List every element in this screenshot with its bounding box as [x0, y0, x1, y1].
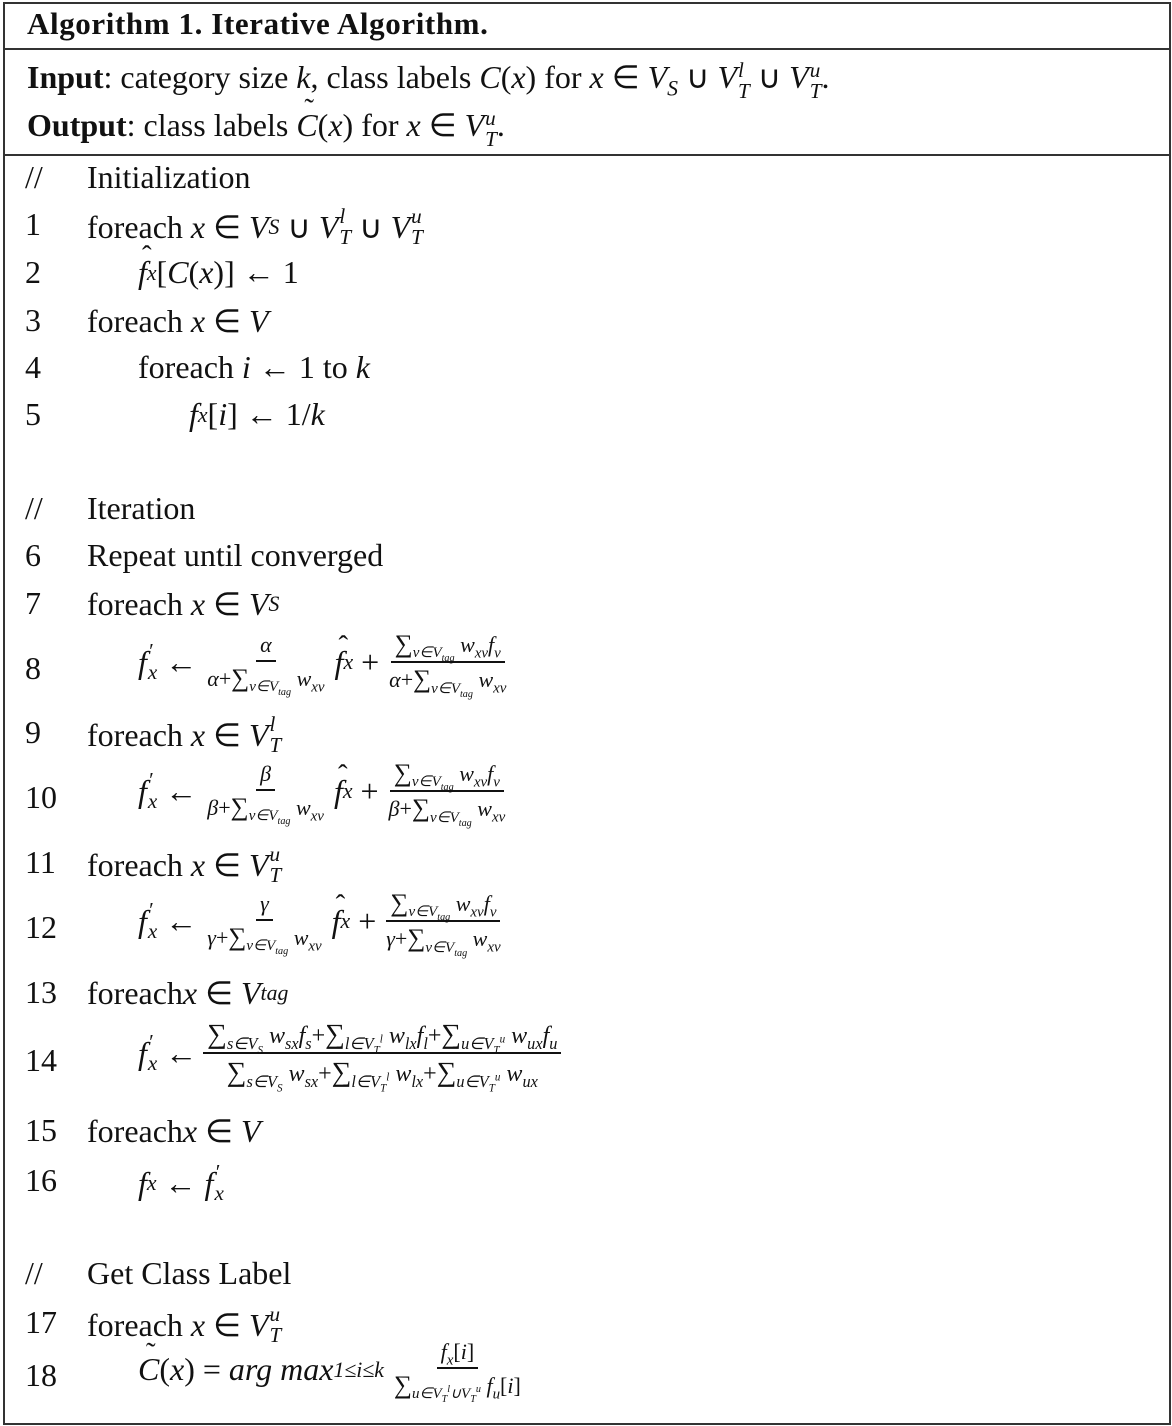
algorithm-box	[3, 2, 1171, 1425]
output-prefix: : class labels	[126, 107, 297, 143]
input-label: Input	[27, 59, 104, 95]
algorithm-body: // Initialization 1 foreach x ∈ V S ∪ V l T ∪ V u T 2 ˆ f x [ C ( x )] ← 1 3 foreach x ∈ V 4 foreach i ← 1 to k 5 f x [ i ] ← 1/ k // Iteration 6 Repeat until converged 7 foreach x ∈ V S 8 f ′ x ← $\frac{\alpha}{\alpha+\sum_{v\in V_{tag}} w_{xv}}$ ˆ f x + $\frac{\sum_{v\in V_{tag}} w_{xv}f_v}{\alpha+\sum_{v\in V_{tag}} w_{xv}}$ 9 foreach x ∈ V l T 10 f ′ x ← $\frac{\beta}{\beta+\sum_{v\in V_{tag}} w_{xv}}$ ˆ f x + $\frac{\sum_{v\in V_{tag}} w_{xv}f_v}{\beta+\sum_{v\in V_{tag}} w_{xv}}$ 11 foreach x ∈ V u T 12 f ′ x ← $\frac{\gamma}{\gamma+\sum_{v\in V_{tag}} w_{xv}}$ ˆ f x + $\frac{\sum_{v\in V_{tag}} w_{xv}f_v}{\gamma+\sum_{v\in V_{tag}} w_{xv}}$ 13 foreach x ∈ V tag 14 f ′ x ← $\frac{\sum_{s\in V_S} w_{sx}f_s+\sum_{l\in V_T^l} w_{lx}f_l+\sum_{u\in V_T^u} w_{ux}f_u}{\sum_{s\in V_S} w_{sx}+\sum_{l\in V_T^l} w_{lx}+\sum_{u\in V_T^u} w_{ux}}$ 15 foreach x ∈ V 16 f x ← f ′ x // Get Class Label 17 foreach x ∈ V u T 18 ˜ C ( x ) = arg max 1≤i≤k $\frac{f_x[i]}{\sum_{u\in V_T^l\cup V_T^u} f_u[i]}$	[5, 156, 1169, 1423]
algorithm-title: Algorithm 1. Iterative Algorithm.	[27, 6, 489, 41]
algorithm-title-row	[5, 4, 1169, 50]
output-line: Output: class labels ˜ C(x) for x ∈ V u T .	[27, 106, 505, 150]
input-output-row	[5, 50, 1169, 156]
input-line: Input: category size k, class labels C(x) for x ∈ $V_S$ ∪ V l T ∪ V u T .	[27, 57, 830, 103]
input-prefix: : category size	[103, 59, 297, 95]
output-label: Output	[27, 107, 127, 143]
